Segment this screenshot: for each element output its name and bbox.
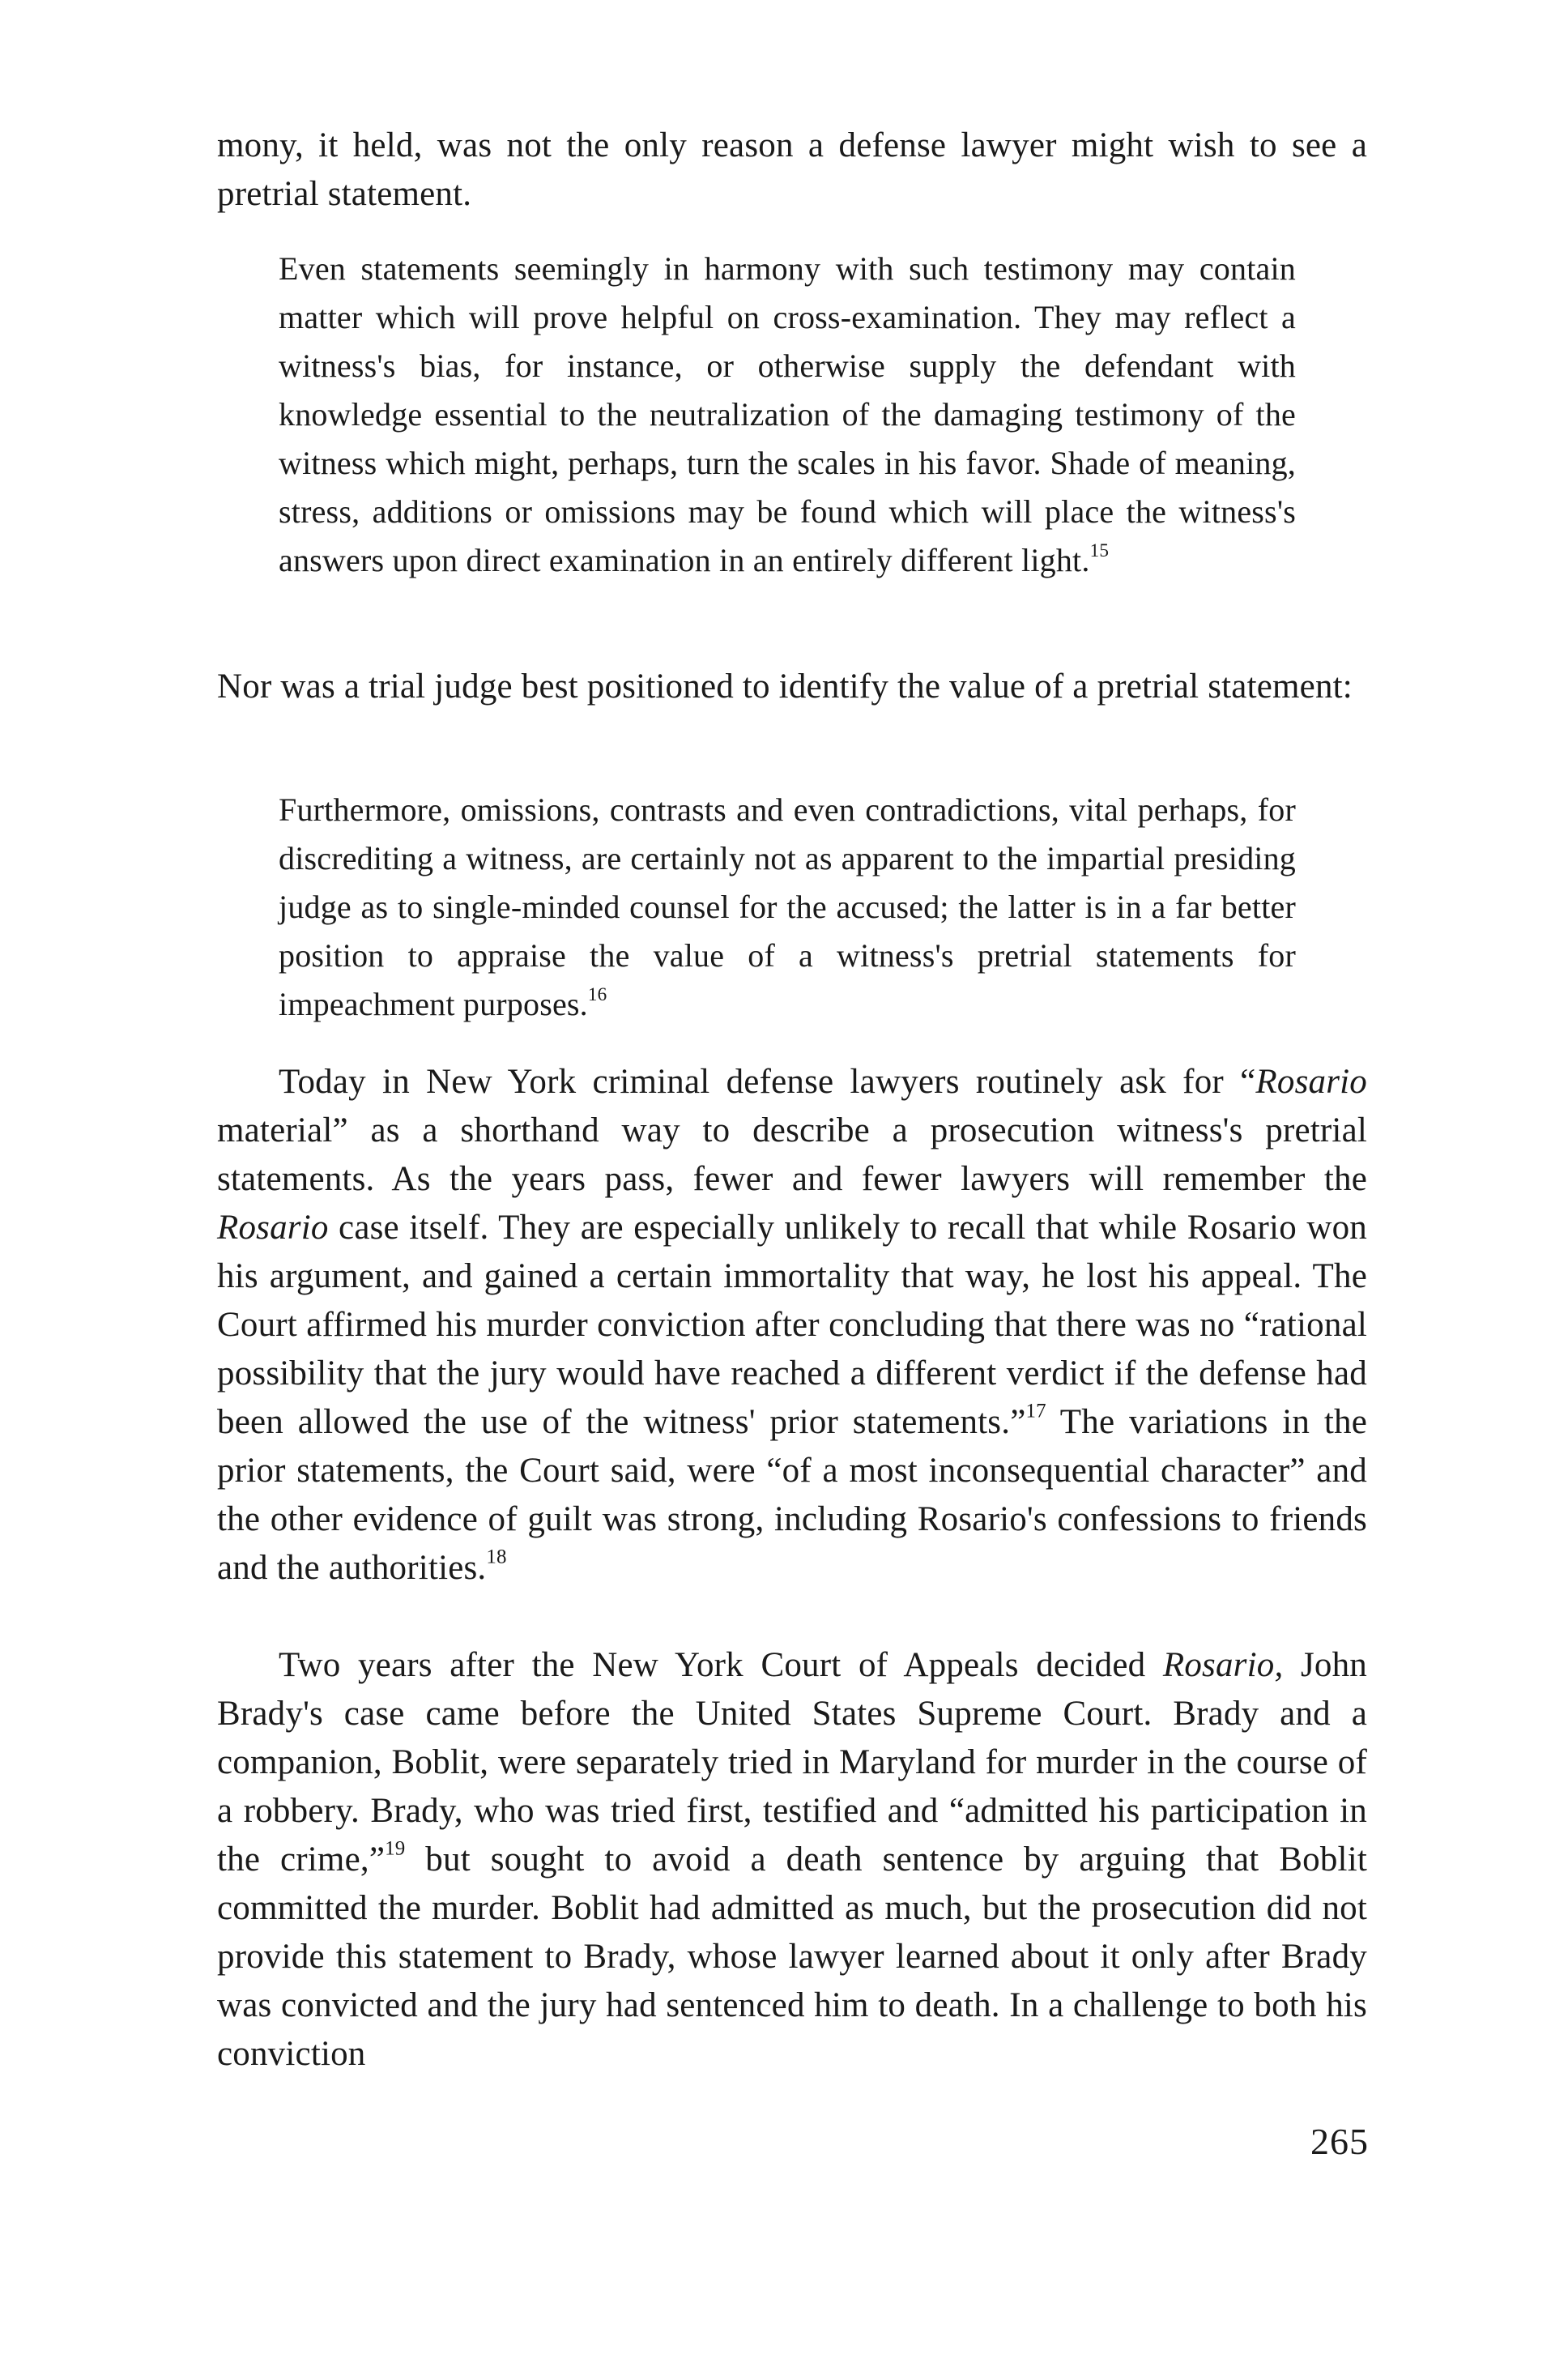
quote-body: Even statements seemingly in harmony with such testimony may contain matter which will prove helpful on cross-examination. They may reflect a witness's bias, for instance, or otherwise supply the defendant with knowledge essential to the neutralization of the damaging testimony of the witness which might, perhaps, turn the scales in his favor. Shade of meaning, stress, additions or omissions may be found which will place the witness's answers upon direct examination in an entirely different light. <box>279 250 1296 578</box>
text-span: material” as a shorthand way to describe a prosecution witness's pretrial statements. As the years pass, fewer and fewer lawyers will remember the <box>217 1111 1367 1198</box>
body-paragraph: mony, it held, was not the only reason a defense lawyer might wish to see a pretrial statement. <box>217 126 1367 213</box>
quote-text <box>279 245 1296 585</box>
case-name-italic: Rosario, <box>1162 1646 1284 1684</box>
text-span: Today in New York criminal defense lawyers routinely ask for “ <box>279 1063 1256 1101</box>
body-paragraph <box>217 1641 1367 2079</box>
block-quote-1 <box>279 245 1296 585</box>
body-paragraph: Nor was a trial judge best positioned to identify the value of a pretrial statement: <box>217 667 1353 706</box>
body-paragraph-4 <box>217 1641 1367 2079</box>
quote-body: Furthermore, omissions, contrasts and even contradictions, vital perhaps, for discrediting a witness, are certainly not as apparent to the impartial presiding judge as to single-minded counsel for the accused; the latter is in a far better position to appraise the value of a witness's pretrial statements for impeachment purposes. <box>279 791 1296 1022</box>
text-span: case itself. They are especially unlikely to recall that while Rosario won his argument, and gained a certain immortality that way, he lost his appeal. The Court affirmed his murder conviction after concluding that there was no “rational possibility that the jury would have reached a different verdict if the defense had been allowed the use of the witness' prior statements.” <box>217 1209 1367 1441</box>
case-name-italic: Rosario <box>217 1209 329 1247</box>
footnote-marker: 17 <box>1025 1400 1046 1422</box>
footnote-marker: 15 <box>1089 540 1110 561</box>
body-paragraph <box>217 1058 1367 1593</box>
body-paragraph-2 <box>217 663 1367 711</box>
footnote-marker: 19 <box>385 1837 406 1860</box>
paragraph-continuation <box>217 122 1367 219</box>
text-span: The variations in the prior statements, the Court said, were “of a most inconsequential character” and the other evidence of guilt was strong, including Rosario's confessions to friends and the authorities. <box>217 1403 1367 1587</box>
page-number: 265 <box>1310 2121 1369 2162</box>
block-quote-2 <box>279 786 1296 1029</box>
text-span: John Brady's case came before the United States Supreme Court. Brady and a companion, Boblit, were separately tried in Maryland for murder in the course of a robbery. Brady, who was tried first, testified and “admitted his participation in the crime,” <box>217 1646 1367 1879</box>
quote-text <box>279 786 1296 1029</box>
text-span: but sought to avoid a death sentence by arguing that Boblit committed the murder. Boblit had admitted as much, but the prosecution did not provide this statement to Brady, whose lawyer learned about it only after Brady was convicted and the jury had sentenced him to death. In a challenge to both his conviction <box>217 1840 1367 2073</box>
footnote-marker: 16 <box>587 983 607 1005</box>
footnote-marker: 18 <box>486 1546 507 1568</box>
text-span: Two years after the New York Court of Appeals decided <box>279 1646 1163 1684</box>
case-name-italic: Rosario <box>1255 1063 1367 1101</box>
body-paragraph-3 <box>217 1058 1367 1593</box>
